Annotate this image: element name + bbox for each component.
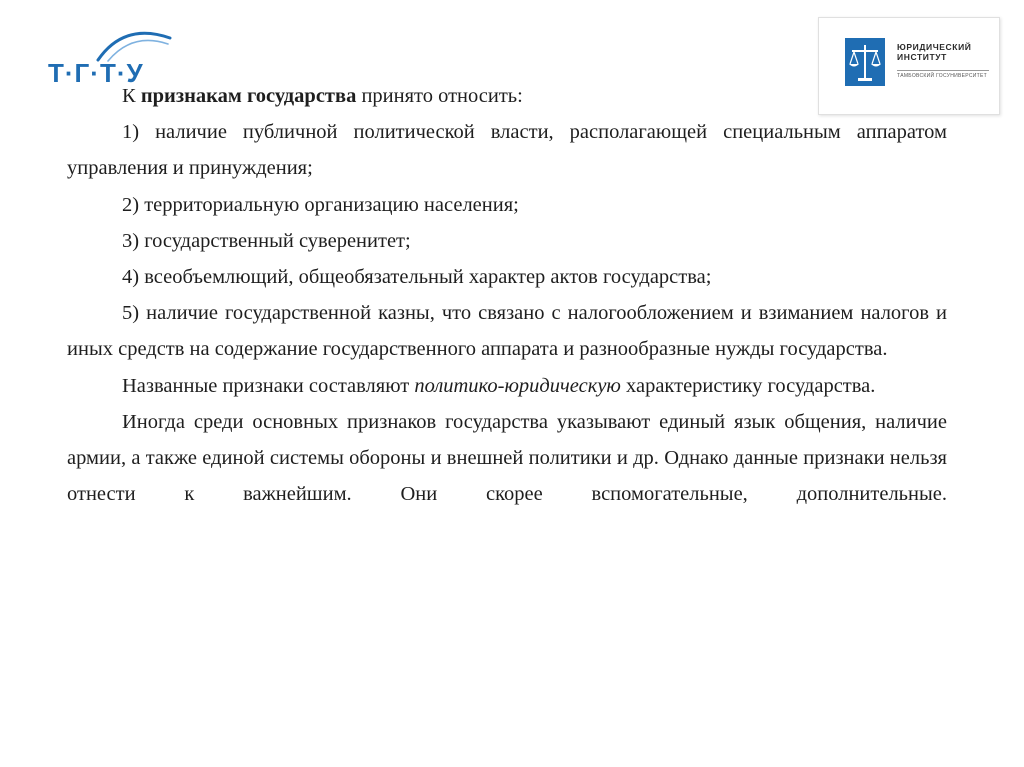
feature-item-5: 5) наличие государственной казны, что связано с налогообложением и взиманием налогов и иных средств на содержание государственного аппарата и разнообразные нужды государства.	[67, 302, 947, 361]
institute-name-line2: ИНСТИТУТ	[897, 52, 947, 62]
feature-item-4: 4) всеобъемлющий, общеобязательный характер актов государства;	[122, 266, 712, 289]
institute-name	[897, 42, 993, 62]
feature-item-1: 1) наличие публичной политической власти, располагающей специальным аппаратом управления и принуждения;	[67, 121, 947, 180]
tgtu-wordmark: Т·Г·Т·У	[48, 58, 144, 88]
emphasized-term: политико-юридическую	[414, 374, 621, 397]
key-term: признакам государства	[140, 85, 357, 107]
feature-item-2: 2) территориальную организацию населения;	[122, 193, 519, 216]
main-text	[67, 78, 947, 512]
additional-features-paragraph: Иногда среди основных признаков государства указывают единый язык общения, наличие армии, а также единой системы обороны и внешней политики и др. Однако данные признаки нельзя отнести к важнейшим. Они скорее вспомогательные, дополнительные.	[67, 410, 947, 506]
intro-paragraph: К признакам государства принято относить:	[122, 85, 523, 107]
feature-item-3: 3) государственный суверенитет;	[122, 229, 411, 252]
university-name: ТАМБОВСКИЙ ГОСУНИВЕРСИТЕТ	[897, 73, 988, 79]
institute-divider	[897, 70, 989, 71]
institute-name-line1: ЮРИДИЧЕСКИЙ	[897, 42, 972, 52]
summary-paragraph: Названные признаки составляют политико-юридическую характеристику государства.	[122, 374, 876, 397]
